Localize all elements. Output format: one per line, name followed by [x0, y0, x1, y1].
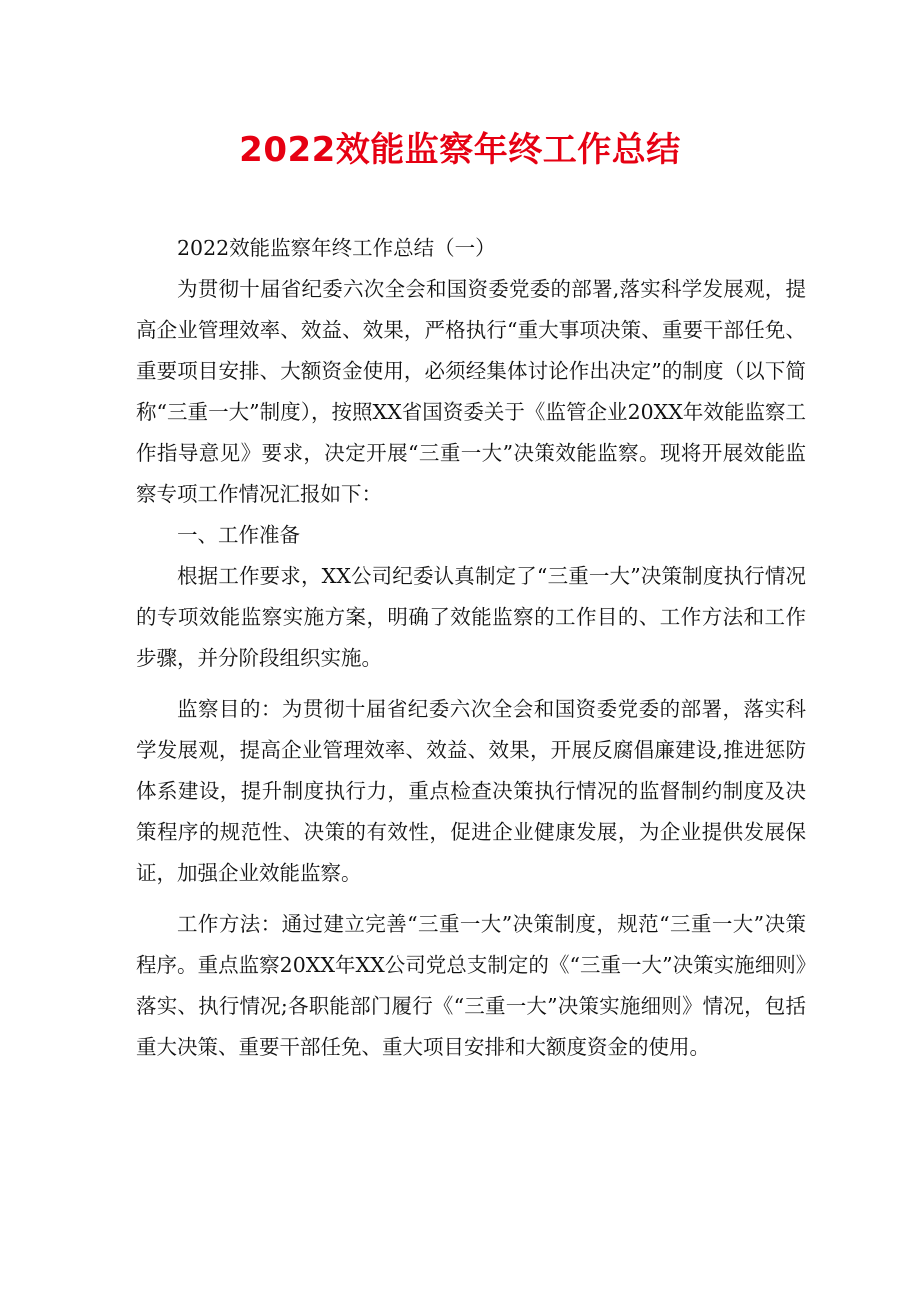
purpose-paragraph: 监察目的：为贯彻十届省纪委六次全会和国资委党委的部署，落实科学发展观，提高企业管理效率、效益、效果，开展反腐倡廉建设,推进惩防体系建设，提升制度执行力，重点检查决策执行情况的监督制约制度及决策程序的规范性、决策的有效性，促进企业健康发展，为企业提供发展保证，加强企业效能监察。	[136, 697, 806, 885]
document-body	[136, 228, 806, 1068]
intro-paragraph: 为贯彻十届省纪委六次全会和国资委党委的部署,落实科学发展观，提高企业管理效率、效益、效果，严格执行“重大事项决策、重要干部任免、重要项目安排、大额资金使用，必须经集体讨论作出决定”的制度（以下简称“三重一大”制度），按照XX省国资委关于《监管企业20XX年效能监察工作指导意见》要求，决定开展“三重一大”决策效能监察。现将开展效能监察专项工作情况汇报如下：	[136, 277, 806, 506]
section-heading: 一、工作准备	[177, 523, 300, 547]
method-paragraph: 工作方法：通过建立完善“三重一大”决策制度，规范“三重一大”决策程序。重点监察20XX年XX公司党总支制定的《“三重一大”决策实施细则》落实、执行情况;各职能部门履行《“三重一大”决策实施细则》情况，包括重大决策、重要干部任免、重大项目安排和大额度资金的使用。	[136, 912, 806, 1059]
subtitle-paragraph: 2022效能监察年终工作总结（一）	[177, 236, 496, 260]
document-title: 2022效能监察年终工作总结	[239, 130, 681, 170]
preparation-paragraph: 根据工作要求，XX公司纪委认真制定了“三重一大”决策制度执行情况的专项效能监察实施方案，明确了效能监察的工作目的、工作方法和工作步骤，并分阶段组织实施。	[136, 564, 806, 670]
